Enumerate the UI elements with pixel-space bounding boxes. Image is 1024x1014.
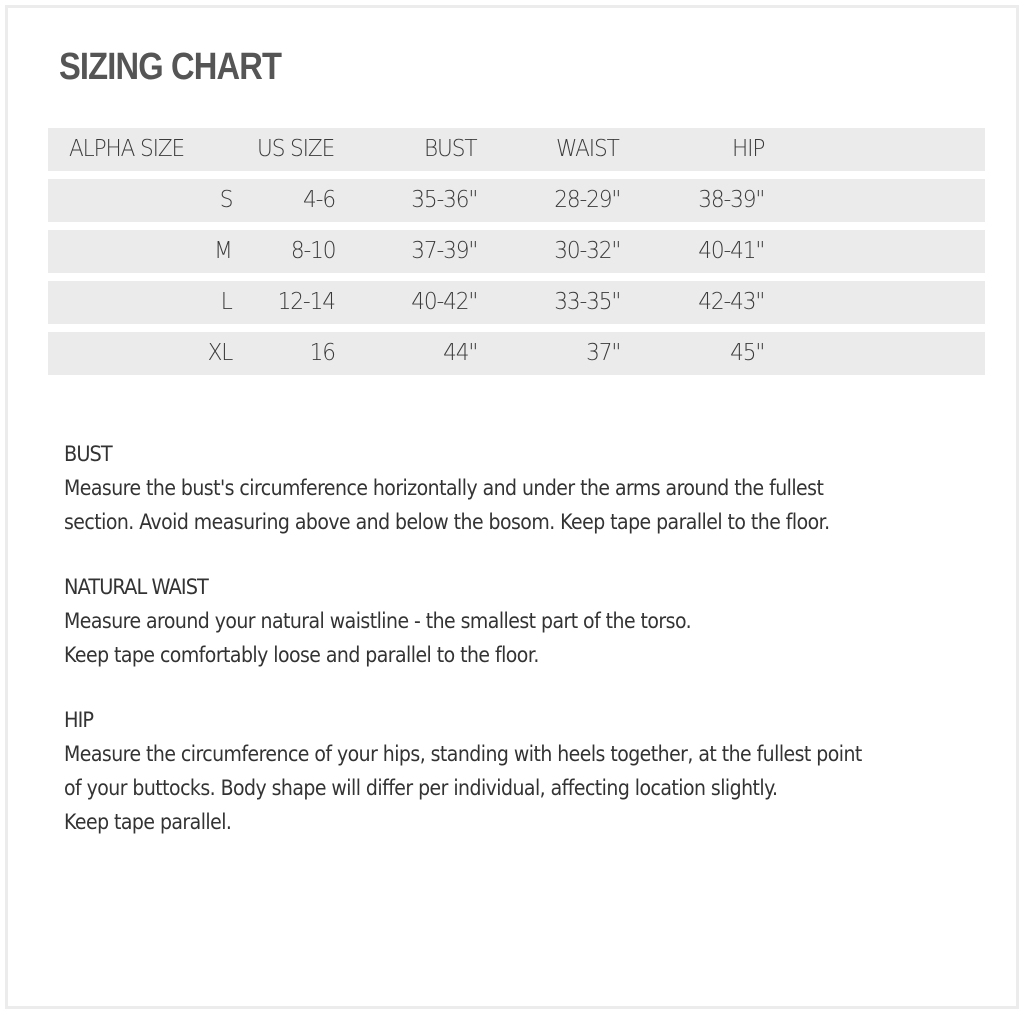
cell-alpha-size: M xyxy=(214,238,232,264)
cell-bust: 35-36" xyxy=(410,187,477,213)
sizing-chart-panel xyxy=(5,5,1019,1009)
hip-guide-text-line: of your buttocks. Body shape will differ per individual, affecting location slightly. xyxy=(64,776,778,800)
table-row xyxy=(48,179,985,222)
cell-alpha-size: L xyxy=(221,289,232,315)
bust-guide-text-line: Measure the bust's circumference horizontally and under the arms around the fullest xyxy=(64,476,824,500)
cell-bust: 40-42" xyxy=(410,289,477,315)
table-row xyxy=(48,281,985,324)
header-us-size: US SIZE xyxy=(257,136,335,162)
header-hip: HIP xyxy=(732,136,765,162)
hip-guide-text-line: Keep tape parallel. xyxy=(64,810,232,834)
page-title: SIZING CHART xyxy=(59,46,282,88)
cell-waist: 30-32" xyxy=(553,238,620,264)
cell-alpha-size: XL xyxy=(207,340,232,366)
waist-guide xyxy=(64,571,984,672)
bust-guide xyxy=(64,438,984,539)
cell-waist: 37" xyxy=(585,340,620,366)
header-alpha-size: ALPHA SIZE xyxy=(69,136,185,162)
size-table xyxy=(48,128,985,383)
waist-guide-heading: NATURAL WAIST xyxy=(64,575,208,599)
header-waist: WAIST xyxy=(556,136,619,162)
hip-guide-text-line: Measure the circumference of your hips, standing with heels together, at the fullest point xyxy=(64,742,862,766)
cell-us-size: 8-10 xyxy=(290,238,335,264)
header-bust: BUST xyxy=(424,136,477,162)
cell-us-size: 16 xyxy=(309,340,335,366)
table-row xyxy=(48,230,985,273)
cell-us-size: 12-14 xyxy=(277,289,335,315)
table-header-row xyxy=(48,128,985,171)
cell-bust: 37-39" xyxy=(410,238,477,264)
cell-hip: 38-39" xyxy=(697,187,764,213)
cell-bust: 44" xyxy=(442,340,477,366)
table-row xyxy=(48,332,985,375)
cell-hip: 40-41" xyxy=(697,238,764,264)
cell-hip: 45" xyxy=(729,340,764,366)
cell-hip: 42-43" xyxy=(697,289,764,315)
cell-alpha-size: S xyxy=(219,187,232,213)
waist-guide-text-line: Keep tape comfortably loose and parallel to the floor. xyxy=(64,643,539,667)
bust-guide-text-line: section. Avoid measuring above and below the bosom. Keep tape parallel to the floor. xyxy=(64,510,830,534)
hip-guide xyxy=(64,704,984,839)
waist-guide-text-line: Measure around your natural waistline - the smallest part of the torso. xyxy=(64,609,692,633)
cell-waist: 33-35" xyxy=(553,289,620,315)
hip-guide-heading: HIP xyxy=(64,708,94,732)
bust-guide-heading: BUST xyxy=(64,442,112,466)
cell-us-size: 4-6 xyxy=(303,187,335,213)
cell-waist: 28-29" xyxy=(553,187,620,213)
